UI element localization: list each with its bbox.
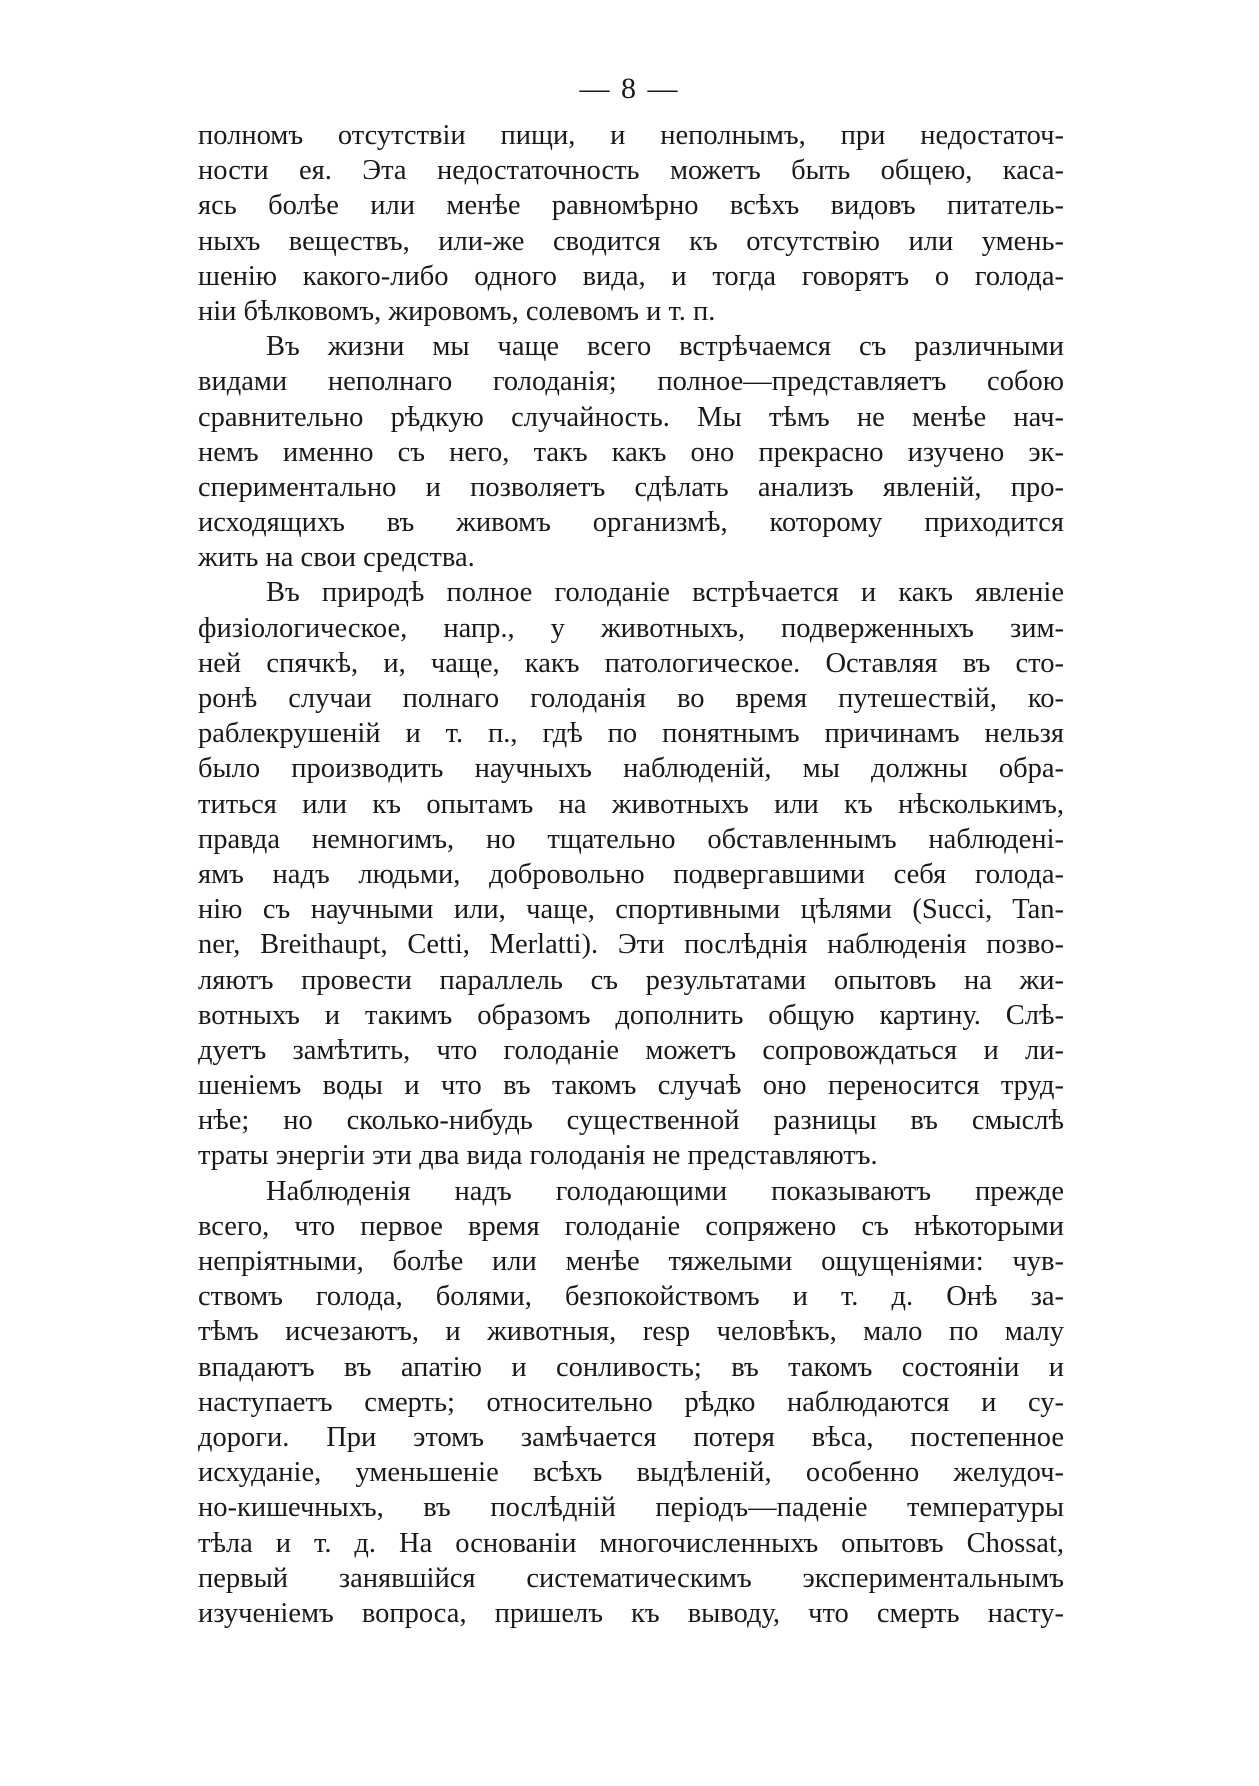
body-text [198, 118, 1064, 1631]
text-line: исхуданіе, уменьшеніе всѣхъ выдѣленій, особенно желудоч- [198, 1457, 1064, 1489]
text-line: Въ природѣ полное голоданіе встрѣчается и какъ явленіе [266, 577, 1064, 609]
text-line: изученіемъ вопроса, пришелъ къ выводу, что смерть насту- [198, 1597, 1064, 1629]
text-line: Наблюденія надъ голодающими показываютъ прежде [266, 1175, 1064, 1207]
text-line: нѣе; но сколько-нибудь существенной разницы въ смыслѣ [198, 1105, 1064, 1137]
text-line: титься или къ опытамъ на животныхъ или къ нѣсколькимъ, [198, 788, 1064, 820]
paragraph-4 [198, 1174, 1064, 1631]
text-line: ней спячкѣ, и, чаще, какъ патологическое. Оставляя въ сто- [198, 647, 1064, 679]
text-line: шенію какого-либо одного вида, и тогда говорятъ о голода- [198, 260, 1064, 292]
text-line: ямъ надъ людьми, добровольно подвергавшими себя голода- [198, 858, 1064, 890]
text-line: полномъ отсутствіи пищи, и неполнымъ, при недостаточ- [198, 120, 1064, 151]
text-line: было производить научныхъ наблюденій, мы должны обра- [198, 753, 1064, 785]
text-line: ляютъ провести параллель съ результатами опытовъ на жи- [198, 964, 1064, 996]
text-line: видами неполнаго голоданія; полное—представляетъ собою [198, 366, 1064, 398]
text-line: шеніемъ воды и что въ такомъ случаѣ оно переносится труд- [198, 1070, 1064, 1102]
text-line: правда немногимъ, но тщательно обставленнымъ наблюдені- [198, 823, 1064, 855]
text-line: впадаютъ въ апатію и сонливость; въ такомъ состояніи и [198, 1351, 1064, 1383]
text-line: ныхъ веществъ, или-же сводится къ отсутствію или умень- [198, 225, 1064, 257]
text-line: дороги. При этомъ замѣчается потеря вѣса, постепенное [198, 1421, 1064, 1453]
paragraph-2 [198, 329, 1064, 575]
text-line: ner, Breithaupt, Cetti, Merlatti). Эти послѣднія наблюденія позво- [198, 929, 1064, 961]
text-line: физіологическое, напр., у животныхъ, подверженныхъ зим- [198, 612, 1064, 644]
paragraph-3 [198, 575, 1064, 1173]
text-line: дуетъ замѣтить, что голоданіе можетъ сопровождаться и ли- [198, 1034, 1064, 1066]
text-line: наступаетъ смерть; относительно рѣдко наблюдаются и су- [198, 1386, 1064, 1418]
text-line: ясь болѣе или менѣе равномѣрно всѣхъ видовъ питатель- [198, 190, 1064, 222]
text-line: жить на свои средства. [198, 542, 475, 574]
text-line: ности ея. Эта недостаточность можетъ быть общею, каса- [198, 155, 1064, 187]
text-line: первый занявшійся систематическимъ экспериментальнымъ [198, 1562, 1064, 1594]
text-line: исходящихъ въ живомъ организмѣ, которому приходится [198, 507, 1064, 539]
text-line: нію съ научными или, чаще, спортивными цѣлями (Succi, Tan- [198, 894, 1064, 926]
text-line: ніи бѣлковомъ, жировомъ, солевомъ и т. п. [198, 295, 716, 327]
text-line: ствомъ голода, болями, безпокойствомъ и т. д. Онѣ за- [198, 1281, 1064, 1313]
page-number: — 8 — [579, 72, 680, 105]
text-line: тѣмъ исчезаютъ, и животныя, resp человѣкъ, мало по малу [198, 1316, 1064, 1348]
text-line: траты энергіи эти два вида голоданія не представляютъ. [198, 1140, 878, 1172]
text-line: раблекрушеній и т. п., гдѣ по понятнымъ причинамъ нельзя [198, 718, 1064, 750]
paragraph-1 [198, 118, 1064, 329]
text-line: спериментально и позволяетъ сдѣлать анализъ явленій, про- [198, 471, 1064, 503]
text-line: немъ именно съ него, такъ какъ оно прекрасно изучено эк- [198, 436, 1064, 468]
text-line: всего, что первое время голоданіе сопряжено съ нѣкоторыми [198, 1210, 1064, 1242]
text-line: Въ жизни мы чаще всего встрѣчаемся съ различными [266, 331, 1064, 363]
text-line: непріятными, болѣе или менѣе тяжелыми ощущеніями: чув- [198, 1246, 1064, 1277]
text-line: ронѣ случаи полнаго голоданія во время путешествій, ко- [198, 683, 1064, 714]
text-line: но-кишечныхъ, въ послѣдній періодъ—паденіе температуры [198, 1492, 1064, 1524]
text-line: вотныхъ и такимъ образомъ дополнить общую картину. Слѣ- [198, 999, 1064, 1031]
text-line: сравнительно рѣдкую случайность. Мы тѣмъ не менѣе нач- [198, 401, 1064, 433]
text-line: тѣла и т. д. На основаніи многочисленныхъ опытовъ Chossat, [198, 1527, 1064, 1559]
